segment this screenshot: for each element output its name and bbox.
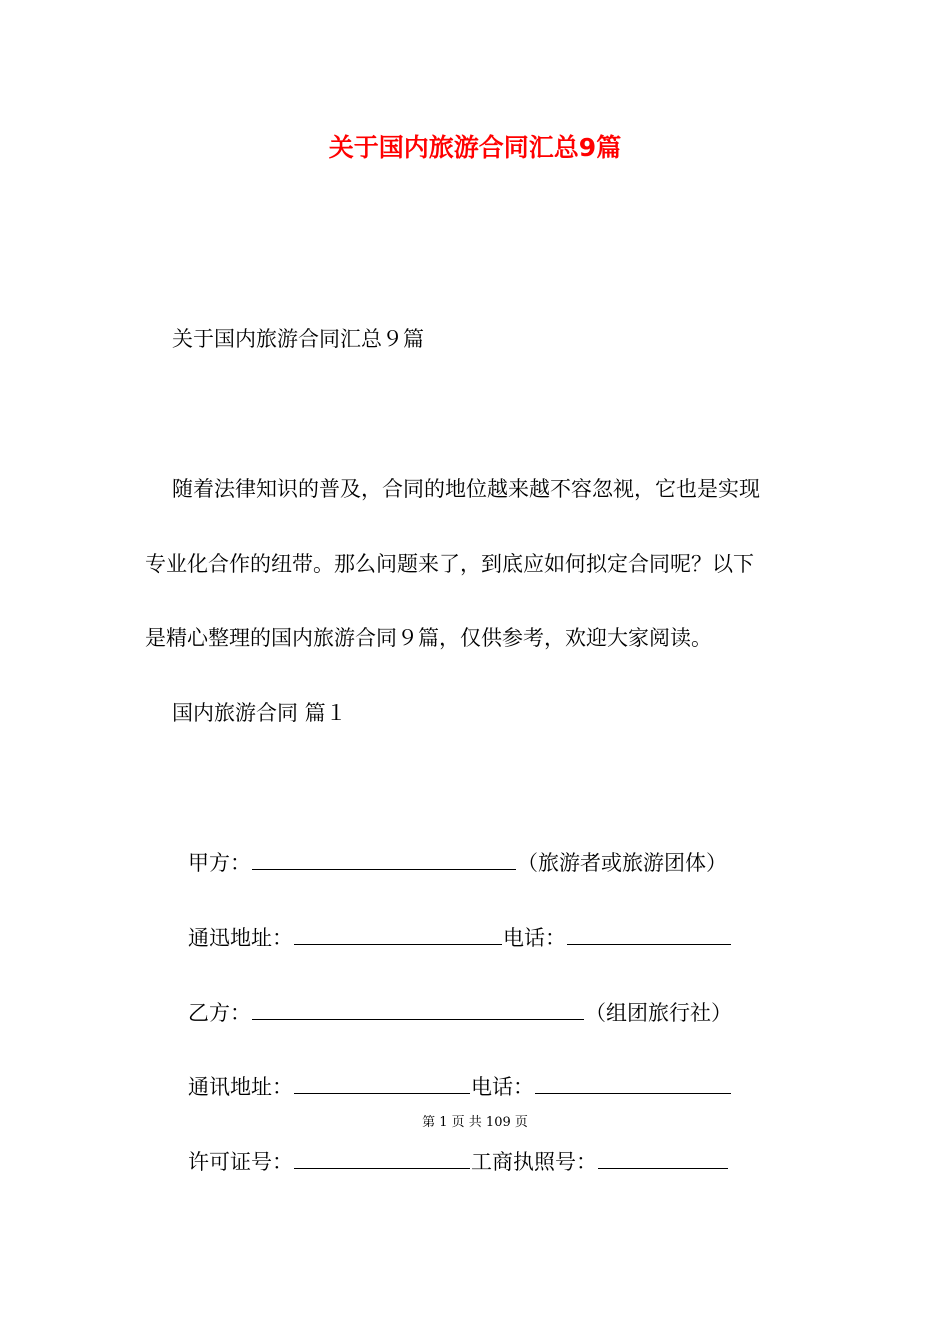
- party-a-blank: [252, 847, 516, 870]
- document-title: 关于国内旅游合同汇总9篇: [328, 133, 622, 162]
- license-label: 许可证号：: [188, 1150, 293, 1174]
- address-2-label: 通讯地址：: [188, 1075, 293, 1099]
- party-a-row: [188, 847, 727, 878]
- phone-2-label: 电话：: [471, 1075, 534, 1099]
- address-2-row: [188, 1071, 732, 1102]
- address-1-blank: [294, 922, 502, 945]
- party-a-label: 甲方：: [188, 851, 251, 875]
- phone-1-label: 电话：: [503, 926, 566, 950]
- party-b-note: （组团旅行社）: [585, 1001, 732, 1025]
- license-blank: [294, 1146, 470, 1169]
- intro-line-1: 随着法律知识的普及，合同的地位越来越不容忽视，它也是实现: [172, 477, 760, 501]
- license-row: [188, 1146, 729, 1177]
- party-b-blank: [252, 997, 584, 1020]
- phone-1-blank: [567, 922, 731, 945]
- address-2-blank: [294, 1071, 470, 1094]
- intro-line-3: 是精心整理的国内旅游合同９篇，仅供参考，欢迎大家阅读。: [145, 626, 712, 650]
- business-license-label: 工商执照号：: [471, 1150, 597, 1174]
- intro-line-2: 专业化合作的纽带。那么问题来了，到底应如何拟定合同呢？以下: [145, 552, 754, 576]
- address-1-row: [188, 922, 732, 953]
- section-heading: 国内旅游合同 篇１: [172, 701, 347, 725]
- party-a-note: （旅游者或旅游团体）: [517, 851, 727, 875]
- party-b-label: 乙方：: [188, 1001, 251, 1025]
- phone-2-blank: [535, 1071, 731, 1094]
- business-license-blank: [598, 1146, 728, 1169]
- address-1-label: 通迅地址：: [188, 926, 293, 950]
- document-subtitle: 关于国内旅游合同汇总９篇: [172, 327, 424, 351]
- page-footer: 第 1 页 共 109 页: [422, 1115, 528, 1130]
- party-b-row: [188, 997, 732, 1028]
